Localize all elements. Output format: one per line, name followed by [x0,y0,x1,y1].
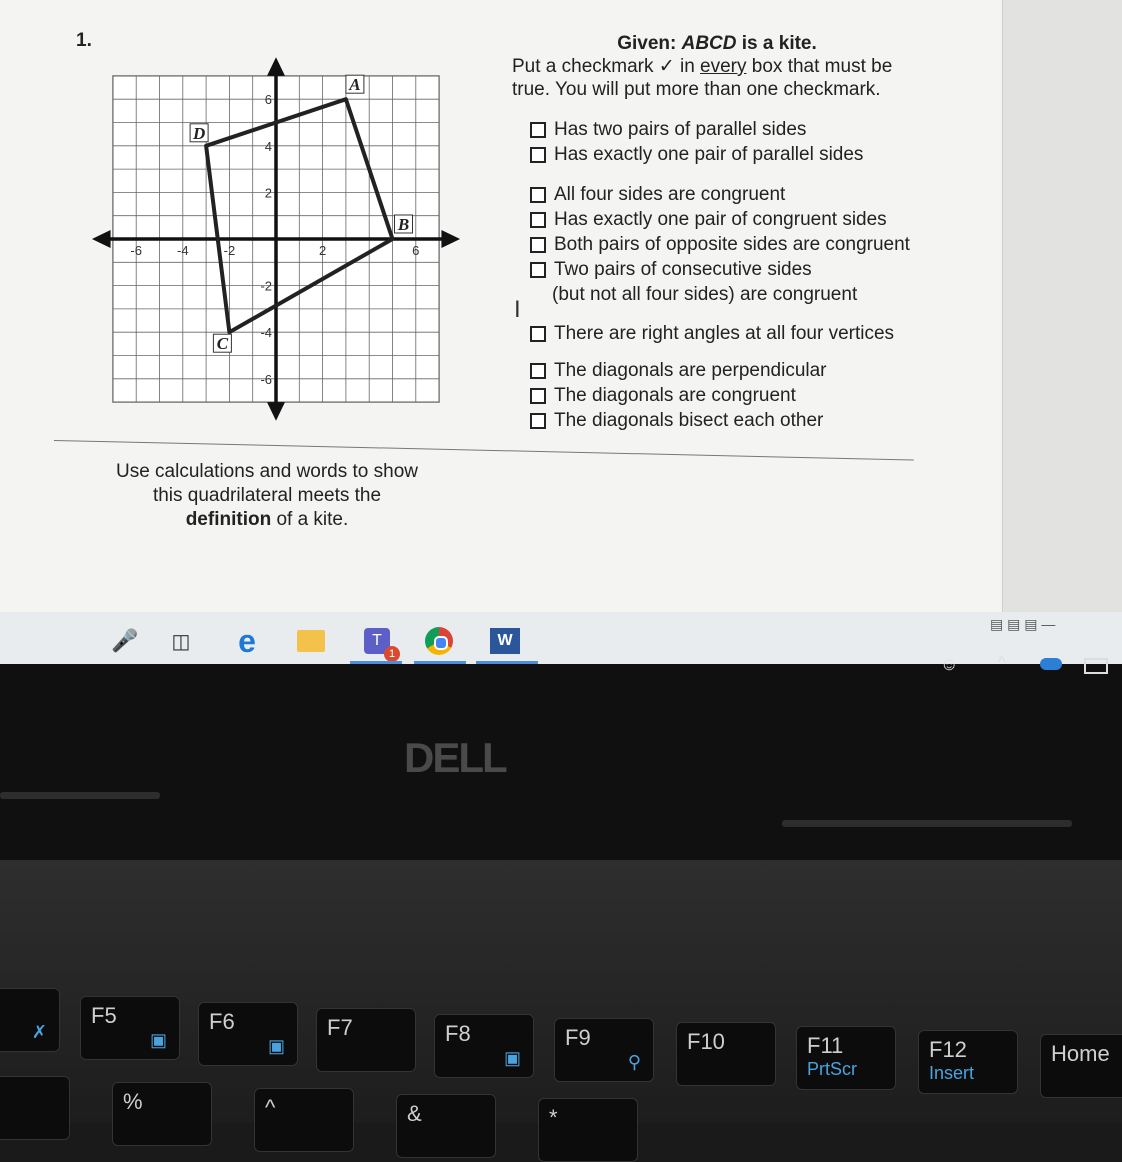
x-tick-label: -4 [177,243,189,258]
checkbox[interactable] [530,413,546,429]
microphone-icon[interactable]: 🎤 [111,628,139,653]
key-f6[interactable]: F6 ▣ [198,1002,298,1066]
option-one-pair-congruent[interactable]: Has exactly one pair of congruent sides [530,207,910,232]
display-icon: ▣ [503,1048,521,1068]
x-tick-label: 2 [318,243,327,258]
key-home[interactable]: Home [1040,1034,1122,1098]
checkbox[interactable] [530,122,546,138]
y-tick-label: -2 [260,278,272,294]
hinge-left [0,792,160,799]
x-tick-label: 6 [412,243,420,258]
text-cursor-icon: I [514,296,521,323]
key-5[interactable]: % [112,1082,212,1146]
key-4[interactable] [0,1076,70,1140]
checkbox[interactable] [530,388,546,404]
options-group-1 [530,117,863,167]
checkbox[interactable] [530,363,546,379]
option-right-angles[interactable]: There are right angles at all four vertices [530,321,894,346]
battery-icon[interactable] [1084,658,1108,674]
people-icon[interactable]: ☺ [940,654,959,674]
question-number: 1. [76,30,92,51]
checkbox[interactable] [530,187,546,203]
y-tick-label: 6 [264,92,272,108]
option-one-pair-parallel[interactable]: Has exactly one pair of parallel sides [530,142,863,167]
options-group-4 [530,358,827,433]
key-8[interactable]: * [538,1098,638,1162]
page-margin [1002,0,1122,612]
vertex-label-c: C [216,334,229,354]
option-all-sides-congruent[interactable]: All four sides are congruent [530,182,910,207]
option-consecutive-sides-note: (but not all four sides) are congruent [552,284,858,305]
option-diagonals-congruent[interactable]: The diagonals are congruent [530,383,827,408]
given-block [512,32,902,101]
x-axis-arrow-right [441,230,460,248]
vertex-label-b: B [397,215,410,234]
key-7[interactable]: & [396,1094,496,1158]
option-consecutive-sides[interactable]: Two pairs of consecutive sides [530,257,910,282]
key-f7[interactable]: F7 [316,1008,416,1072]
mute-mic-icon: ✗ [31,1022,47,1042]
word-icon[interactable]: W [490,626,520,656]
options-group-2 [530,182,910,307]
edge-icon[interactable]: e [238,622,256,659]
options-group-3 [530,321,894,346]
calculation-prompt: Use calculations and words to show this quadrilateral meets the definition of a kite. [115,461,419,530]
checkbox[interactable] [530,147,546,163]
coordinate-graph [86,46,466,426]
option-diagonals-bisect[interactable]: The diagonals bisect each other [530,408,827,433]
y-tick-label: -4 [260,325,272,341]
dell-logo: DELL [404,734,506,781]
vertex-label-d: D [192,123,206,143]
checkbox[interactable] [530,326,546,342]
x-tick-label: -2 [223,243,236,258]
given-title: Given: ABCD is a kite. [617,33,817,54]
y-tick-label: -6 [260,371,272,387]
y-axis-arrow-up [267,57,285,76]
file-explorer-icon[interactable] [296,626,326,656]
option-diagonals-perpendicular[interactable]: The diagonals are perpendicular [530,358,827,383]
chrome-icon[interactable] [424,626,454,656]
key-f12[interactable]: F12 Insert [918,1030,1018,1094]
teams-icon[interactable]: T 1 [362,626,392,656]
y-tick-label: 4 [264,138,272,154]
x-tick-label: -6 [130,243,142,258]
lock-icon: ▣ [149,1030,167,1050]
teams-badge: 1 [384,646,400,662]
onedrive-icon[interactable] [1040,658,1062,670]
option-opposite-sides-congruent[interactable]: Both pairs of opposite sides are congruent [530,232,910,257]
keyboard-deck [0,860,1122,1130]
key-f10[interactable]: F10 [676,1022,776,1086]
y-tick-label: 2 [264,185,272,201]
lock-icon: ▣ [267,1036,285,1056]
search-icon: ⚲ [627,1052,641,1072]
checkbox[interactable] [530,262,546,278]
key-f4[interactable] [0,988,60,1052]
instruction-text: Put a checkmark ✓ in every box that must be true. You will put more than one checkmark. [512,56,893,100]
y-axis-arrow-down [267,402,285,421]
key-f5[interactable]: F5 ▣ [80,996,180,1060]
vertex-label-a: A [349,75,361,95]
section-divider [54,440,914,461]
x-axis-arrow-left [92,230,111,248]
checkbox[interactable] [530,237,546,253]
hinge-right [782,820,1072,827]
option-two-pairs-parallel[interactable]: Has two pairs of parallel sides [530,117,863,142]
key-f9[interactable]: F9 ⚲ [554,1018,654,1082]
view-mode-icons[interactable]: ▤ ▤ ▤ — [990,616,1056,632]
key-f11[interactable]: F11 PrtScr [796,1026,896,1090]
key-f8[interactable]: F8 ▣ [434,1014,534,1078]
checkbox[interactable] [530,212,546,228]
task-view-icon[interactable]: ◫ [171,630,191,653]
key-6[interactable]: ^ [254,1088,354,1152]
chevron-up-icon[interactable]: ^ [998,654,1006,671]
